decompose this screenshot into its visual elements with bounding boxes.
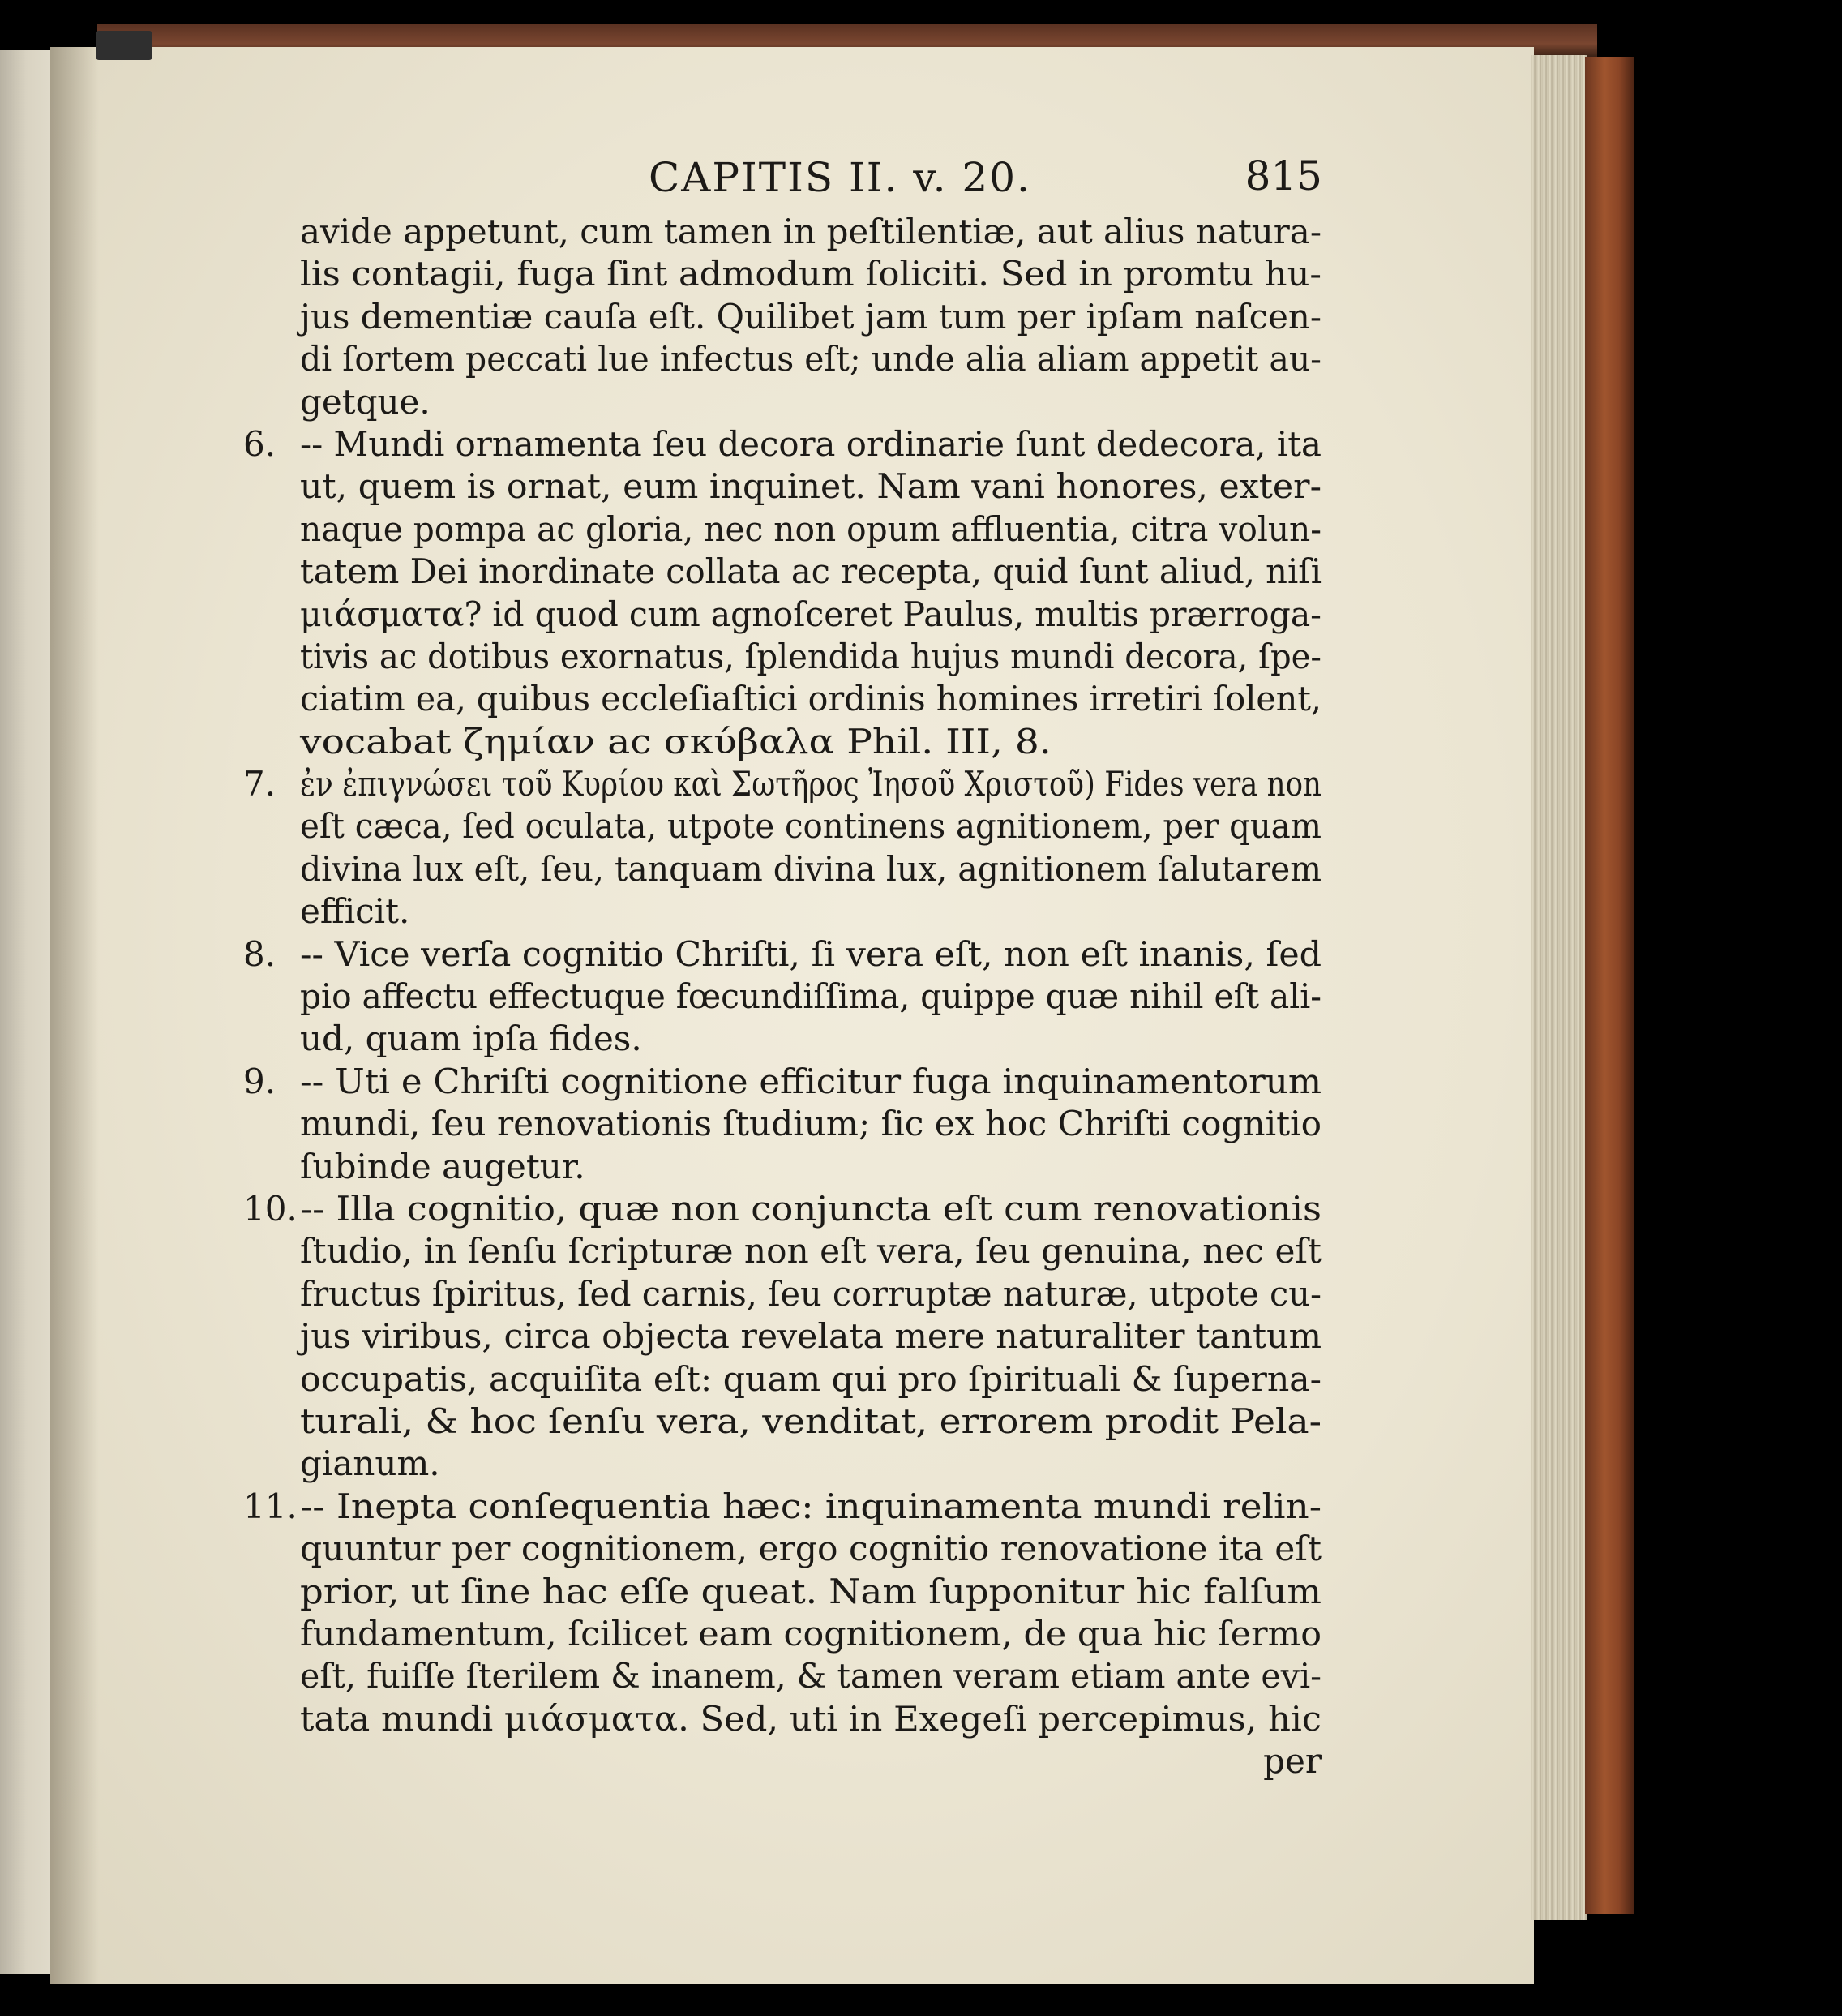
text-line [243, 1188, 1322, 1230]
text-line [243, 1146, 1322, 1188]
line-text: efficit. [300, 891, 410, 932]
text-line [243, 1358, 1322, 1400]
line-text: tata mundi μιάσματα. Sed, uti in Exegeſi percepimus, hic [300, 1698, 1322, 1739]
line-text: tatem Dei inordinate collata ac recepta, quid ſunt aliud, niſi [300, 551, 1322, 592]
page-edges [1531, 55, 1587, 1920]
line-text: pio affectu effectuque fœcundiſſima, quippe quæ nihil eſt ali- [300, 976, 1322, 1017]
line-text: avide appetunt, cum tamen in peſtilentiæ, aut alius natura- [300, 212, 1322, 251]
body-text [243, 211, 1322, 1740]
line-text: -- Illa cognitio, quæ non conjuncta eſt cum renovationis [300, 1188, 1322, 1229]
text-line [243, 508, 1322, 551]
text-line [243, 1698, 1322, 1740]
gutter-shadow [50, 47, 99, 1984]
text-line [243, 1230, 1322, 1272]
text-line [243, 1655, 1322, 1697]
text-line [243, 1528, 1322, 1570]
binding-clasp [96, 31, 152, 60]
text-line [243, 296, 1322, 338]
text-line [243, 1273, 1322, 1315]
text-line [243, 594, 1322, 636]
text-line [243, 678, 1322, 720]
text-line [243, 1571, 1322, 1613]
line-text: ut, quem is ornat, eum inquinet. Nam vani honores, exter- [300, 466, 1322, 507]
text-line [243, 890, 1322, 933]
line-text: naque pompa ac gloria, nec non opum affluentia, citra volun- [300, 508, 1322, 549]
text-block [243, 138, 1322, 1782]
running-title: CAPITIS II. v. 20. [649, 154, 1031, 201]
line-text: di ſortem peccati lue infectus eſt; unde alia aliam appetit au- [300, 339, 1322, 380]
catchword: per [1263, 1741, 1322, 1782]
line-text: ſtudio, in ſenſu ſcripturæ non eſt vera, ſeu genuina, nec eſt [300, 1231, 1322, 1272]
line-text: -- Inepta conſequentia hæc: inquinamenta mundi relin- [300, 1486, 1322, 1526]
line-text: -- Vice verſa cognitio Chriſti, ſi vera eſt, non eſt inanis, ſed [300, 933, 1322, 974]
line-text: ciatim ea, quibus eccleſiaſtici ordinis homines irretiri ſolent, [300, 679, 1322, 719]
line-text: eſt cæca, ſed oculata, utpote continens agnitionem, per quam [300, 806, 1322, 847]
text-line [243, 253, 1322, 295]
line-text: fructus ſpiritus, ſed carnis, ſeu corruptæ naturæ, utpote cu- [300, 1273, 1322, 1314]
line-text: fundamentum, ſcilicet eam cognitionem, de qua hic ſermo [300, 1613, 1322, 1654]
book-cover-edge [1585, 57, 1634, 1914]
text-line [243, 211, 1322, 253]
line-text: μιάσματα? id quod cum agnoſceret Paulus, multis prærroga- [300, 594, 1322, 634]
text-line [243, 465, 1322, 508]
text-line [243, 1018, 1322, 1060]
text-line [243, 848, 1322, 890]
line-text: tivis ac dotibus exornatus, ſplendida hujus mundi decora, ſpe- [300, 636, 1322, 676]
line-text: -- Uti e Chriſti cognitione efficitur fuga inquinamentorum [300, 1061, 1322, 1101]
line-text: -- Mundi ornamenta ſeu decora ordinarie ſunt dedecora, ita [300, 423, 1322, 464]
line-text: jus viribus, circa objecta revelata mere naturaliter tantum [300, 1316, 1322, 1357]
line-text: divina lux eſt, ſeu, tanquam divina lux, agnitionem ſalutarem [300, 848, 1322, 889]
text-line [243, 1443, 1322, 1485]
text-line [243, 721, 1322, 763]
paragraph-number: 9. [243, 1061, 276, 1101]
text-line [243, 423, 1322, 465]
line-text: jus dementiæ cauſa eſt. Quilibet jam tum per ipſam naſcen- [300, 296, 1322, 337]
line-text: ud, quam ipſa fides. [300, 1019, 642, 1059]
page-number: 815 [1244, 152, 1322, 199]
paragraph-number: 6. [243, 423, 276, 464]
catchword-line [243, 1740, 1322, 1782]
text-line [243, 763, 1322, 805]
line-text: mundi, ſeu renovationis ſtudium; ſic ex hoc Chriſti cognitio [300, 1104, 1322, 1144]
text-line [243, 338, 1322, 380]
paragraph-number: 11. [243, 1486, 298, 1526]
text-line [243, 1315, 1322, 1358]
line-text: gianum. [300, 1443, 440, 1484]
text-line [243, 1613, 1322, 1655]
line-text: lis contagii, fuga ſint admodum ſoliciti. Sed in promtu hu- [300, 254, 1322, 294]
text-line [243, 1400, 1322, 1443]
text-line [243, 976, 1322, 1018]
text-line [243, 1103, 1322, 1145]
text-line [243, 933, 1322, 976]
text-line [243, 1061, 1322, 1103]
line-text: turali, & hoc ſenſu vera, venditat, errorem prodit Pela- [300, 1400, 1322, 1441]
line-text: occupatis, acquiſita eſt: quam qui pro ſpirituali & ſuperna- [300, 1358, 1322, 1399]
running-head [243, 138, 1322, 211]
line-text: quuntur per cognitionem, ergo cognitio renovatione ita eſt [300, 1529, 1322, 1569]
line-text: ἐν ἐπιγνώσει τοῦ Κυρίου καὶ Σωτῆρος Ἰησοῦ Χριστοῦ) Fides vera non [300, 764, 1322, 804]
text-line [243, 805, 1322, 847]
line-text: getque. [300, 381, 431, 422]
paragraph-number: 7. [243, 764, 276, 804]
paragraph-number: 8. [243, 933, 276, 974]
line-text: ſubinde augetur. [300, 1146, 585, 1186]
text-line [243, 551, 1322, 593]
line-text: prior, ut ſine hac eſſe queat. Nam ſupponitur hic falſum [300, 1571, 1322, 1611]
paragraph-number: 10. [243, 1188, 298, 1229]
line-text: vocabat ζημίαν ac σκύβαλα Phil. III, 8. [300, 721, 1052, 761]
text-line [243, 381, 1322, 423]
line-text: eſt, fuiſſe ſterilem & inanem, & tamen veram etiam ante evi- [300, 1656, 1322, 1696]
text-line [243, 1486, 1322, 1528]
text-line [243, 636, 1322, 678]
